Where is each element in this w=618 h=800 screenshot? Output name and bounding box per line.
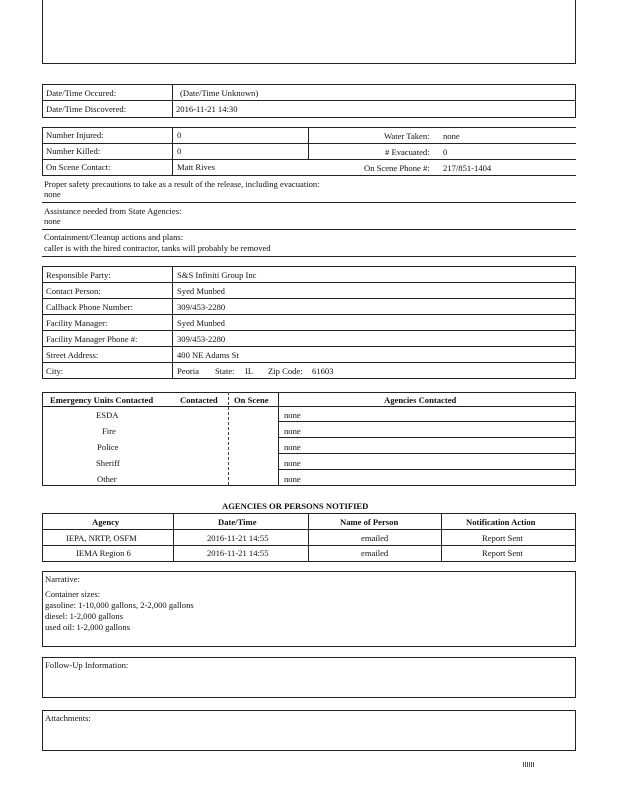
containment-value: caller is with the hired contractor, tanks will probably be removed — [44, 243, 271, 253]
water-taken-value: none — [443, 131, 460, 141]
manager-phone-label: Facility Manager Phone #: — [46, 334, 138, 344]
street-label: Street Address: — [46, 350, 99, 360]
onscene-contact-label: On Scene Contact: — [46, 162, 111, 172]
unit-esda-agency: none — [284, 410, 301, 420]
notified-row2-action: Report Sent — [482, 548, 523, 558]
unit-sheriff: Sheriff — [96, 458, 120, 468]
street-value: 400 NE Adams St — [177, 350, 239, 360]
injured-label: Number Injured: — [46, 130, 104, 140]
contact-person-label: Contact Person: — [46, 286, 101, 296]
notified-row1-datetime: 2016-11-21 14:55 — [207, 533, 269, 543]
facility-manager-label: Facility Manager: — [46, 318, 108, 328]
col-agency-header: Agency — [92, 517, 120, 527]
assistance-label: Assistance needed from State Agencies: — [44, 206, 182, 216]
narrative-line-4: used oil: 1-2,000 gallons — [45, 622, 130, 632]
evacuated-label: # Evacuated: — [385, 147, 430, 157]
col-action-header: Notification Action — [466, 517, 536, 527]
onscene-phone-label: On Scene Phone #: — [364, 163, 430, 173]
unit-sheriff-agency: none — [284, 458, 301, 468]
callback-value: 309/453-2280 — [177, 302, 226, 312]
unit-esda: ESDA — [96, 410, 119, 420]
emergency-units-header: Emergency Units Contacted — [50, 395, 154, 405]
callback-label: Callback Phone Number: — [46, 302, 133, 312]
header-blank-box — [42, 0, 576, 64]
narrative-line-2: gasoline: 1-10,000 gallons, 2-2,000 gallons — [45, 600, 194, 610]
unit-police: Police — [97, 442, 119, 452]
killed-value: 0 — [177, 146, 182, 156]
attachments-box — [42, 710, 576, 751]
agencies-contacted-header: Agencies Contacted — [384, 395, 457, 405]
date-discovered-label: Date/Time Discovered: — [46, 104, 127, 114]
date-occurred-value: (Date/Time Unknown) — [180, 88, 259, 98]
contacted-header: Contacted — [180, 395, 218, 405]
notified-row1-agency: IEPA, NRTP, OSFM — [66, 533, 137, 543]
unit-fire-agency: none — [284, 426, 301, 436]
notified-row2-datetime: 2016-11-21 14:55 — [207, 548, 269, 558]
precautions-label: Proper safety precautions to take as a result of the release, including evacuation: — [44, 179, 320, 189]
date-occurred-label: Date/Time Occured: — [46, 88, 117, 98]
responsible-label: Responsible Party: — [46, 270, 111, 280]
onscene-contact-value: Matt Rives — [177, 162, 215, 172]
city-label: City: — [46, 366, 64, 376]
unit-other: Other — [97, 474, 117, 484]
notified-row2-agency: IEMA Region 6 — [76, 548, 131, 558]
scan-mark — [523, 762, 535, 767]
date-discovered-value: 2016-11-21 14:30 — [176, 104, 238, 114]
assistance-value: none — [44, 216, 61, 226]
city-value: Peoria — [177, 366, 199, 376]
evacuated-value: 0 — [443, 147, 448, 157]
attachments-label: Attachments: — [45, 713, 91, 723]
facility-manager-value: Syed Munbed — [177, 318, 225, 328]
notified-row2-name: emailed — [361, 548, 389, 558]
col-name-header: Name of Person — [340, 517, 399, 527]
narrative-line-3: diesel: 1-2,000 gallons — [45, 611, 124, 621]
killed-label: Number Killed: — [46, 146, 101, 156]
col-datetime-header: Date/Time — [218, 517, 257, 527]
narrative-label: Narrative: — [45, 574, 80, 584]
onscene-phone-value: 217/851-1404 — [443, 163, 492, 173]
followup-label: Follow-Up Information: — [45, 660, 129, 670]
narrative-line-1: Container sizes: — [45, 589, 101, 599]
injured-value: 0 — [177, 130, 182, 140]
unit-other-agency: none — [284, 474, 301, 484]
water-taken-label: Water Taken: — [384, 131, 430, 141]
unit-fire: Fire — [102, 426, 116, 436]
zip-value: 61603 — [312, 366, 334, 376]
contact-person-value: Syed Munbed — [177, 286, 225, 296]
unit-police-agency: none — [284, 442, 301, 452]
notified-row1-action: Report Sent — [482, 533, 523, 543]
precautions-value: none — [44, 189, 61, 199]
responsible-value: S&S Infiniti Group Inc — [177, 270, 257, 280]
zip-label: Zip Code: — [268, 366, 303, 376]
notified-row1-name: emailed — [361, 533, 389, 543]
notified-title: AGENCIES OR PERSONS NOTIFIED — [222, 501, 369, 511]
onscene-header: On Scene — [234, 395, 269, 405]
state-label: State: — [215, 366, 235, 376]
state-value: IL — [245, 366, 254, 376]
manager-phone-value: 309/453-2280 — [177, 334, 226, 344]
containment-label: Containment/Cleanup actions and plans: — [44, 232, 184, 242]
